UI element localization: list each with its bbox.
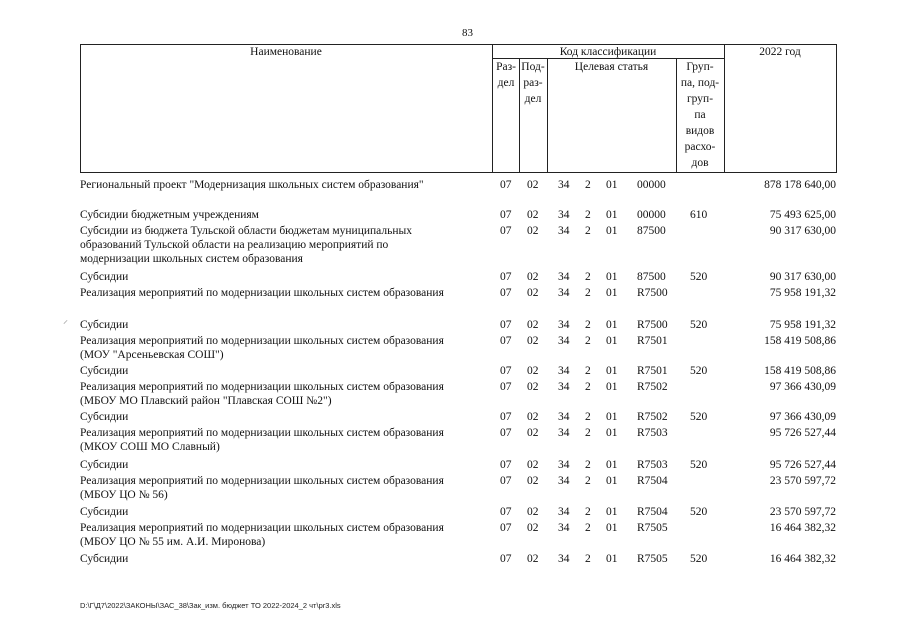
row-sum: 158 419 508,86 [764, 365, 836, 377]
header-year: 2022 год [759, 46, 801, 58]
row-sum: 158 419 508,86 [764, 335, 836, 347]
row-code-c4: R7500 [637, 287, 668, 299]
row-code-c4: 00000 [637, 209, 666, 221]
row-name [80, 286, 480, 300]
row-code-c2: 2 [585, 381, 591, 393]
row-code-c1: 34 [558, 335, 570, 347]
row-code-c3: 01 [606, 319, 618, 331]
row-name [80, 505, 480, 519]
row-code-c1: 34 [558, 522, 570, 534]
row-code-c1: 34 [558, 225, 570, 237]
row-code-c4: R7503 [637, 427, 668, 439]
row-name-line: (МБОУ ЦО № 55 им. А.И. Миронова) [80, 536, 266, 548]
row-code-c2: 2 [585, 553, 591, 565]
pen-mark: ⸝ [63, 315, 68, 326]
row-sum: 23 570 597,72 [769, 506, 836, 518]
row-code-c4: R7503 [637, 459, 668, 471]
row-code-c1: 34 [558, 319, 570, 331]
header-razdel: Раз- дел [496, 61, 516, 89]
row-code-c3: 01 [606, 287, 618, 299]
row-code-c3: 01 [606, 506, 618, 518]
row-name [80, 426, 480, 454]
header-group: Груп- па, под- груп- па видов расхо- дов [680, 61, 720, 169]
row-code-c2: 2 [585, 427, 591, 439]
row-code-c3: 01 [606, 179, 618, 191]
row-code-g: 520 [690, 553, 708, 565]
row-code-c2: 2 [585, 411, 591, 423]
row-code-c4: 87500 [637, 225, 666, 237]
row-sum: 23 570 597,72 [769, 475, 836, 487]
header-target: Целевая статья [574, 61, 649, 73]
row-name-line: Субсидии бюджетным учреждениям [80, 209, 259, 221]
row-name-line: Реализация мероприятий по модернизации школьных систем образования [80, 287, 444, 299]
row-code-c4: R7504 [637, 506, 668, 518]
header-name: Наименование [250, 46, 322, 58]
row-code-c2: 2 [585, 319, 591, 331]
header-code: Код классификации [559, 46, 657, 58]
row-code-r: 07 [500, 475, 512, 487]
row-code-c4: R7500 [637, 319, 668, 331]
row-code-c4: R7505 [637, 553, 668, 565]
row-code-c1: 34 [558, 475, 570, 487]
row-code-p: 02 [527, 179, 539, 191]
row-name-line: Реализация мероприятий по модернизации школьных систем образования [80, 335, 444, 347]
row-name-line: Субсидии [80, 271, 129, 283]
row-name-line: (МБОУ МО Плавский район "Плавская СОШ №2") [80, 395, 332, 407]
row-name [80, 364, 480, 378]
row-code-r: 07 [500, 287, 512, 299]
row-code-c3: 01 [606, 411, 618, 423]
page-number: 83 [462, 27, 473, 39]
row-code-r: 07 [500, 365, 512, 377]
row-code-p: 02 [527, 365, 539, 377]
row-sum: 95 726 527,44 [769, 459, 836, 471]
row-name-line: (МКОУ СОШ МО Славный) [80, 441, 220, 453]
row-code-r: 07 [500, 427, 512, 439]
row-code-c4: R7502 [637, 411, 668, 423]
row-code-r: 07 [500, 553, 512, 565]
row-code-g: 520 [690, 365, 708, 377]
row-sum: 878 178 640,00 [764, 179, 836, 191]
row-sum: 97 366 430,09 [769, 381, 836, 393]
row-code-c1: 34 [558, 381, 570, 393]
row-sum: 75 493 625,00 [769, 209, 836, 221]
row-code-r: 07 [500, 209, 512, 221]
row-name-line: Субсидии из бюджета Тульской области бюджетам муниципальных [80, 225, 412, 237]
row-code-p: 02 [527, 506, 539, 518]
row-code-r: 07 [500, 522, 512, 534]
row-code-r: 07 [500, 459, 512, 471]
row-name-line: Субсидии [80, 365, 129, 377]
row-name [80, 224, 480, 266]
row-code-r: 07 [500, 319, 512, 331]
row-code-r: 07 [500, 271, 512, 283]
row-name [80, 410, 480, 424]
row-code-p: 02 [527, 459, 539, 471]
row-name [80, 552, 480, 566]
row-code-c3: 01 [606, 271, 618, 283]
row-code-c4: R7504 [637, 475, 668, 487]
row-code-c1: 34 [558, 209, 570, 221]
row-code-p: 02 [527, 225, 539, 237]
row-name [80, 318, 480, 332]
header-podrazdel: Под- раз- дел [521, 61, 545, 105]
row-code-g: 520 [690, 411, 708, 423]
row-code-c1: 34 [558, 179, 570, 191]
row-code-c3: 01 [606, 553, 618, 565]
row-sum: 75 958 191,32 [769, 287, 836, 299]
row-sum: 90 317 630,00 [769, 271, 836, 283]
row-code-c4: 00000 [637, 179, 666, 191]
row-code-c3: 01 [606, 459, 618, 471]
row-name [80, 178, 480, 192]
row-code-c3: 01 [606, 522, 618, 534]
row-code-c4: R7505 [637, 522, 668, 534]
row-name [80, 458, 480, 472]
row-sum: 75 958 191,32 [769, 319, 836, 331]
row-code-c2: 2 [585, 365, 591, 377]
row-code-p: 02 [527, 287, 539, 299]
row-name-line: модернизации школьных систем образования [80, 253, 303, 265]
row-code-c2: 2 [585, 209, 591, 221]
row-code-g: 520 [690, 271, 708, 283]
row-code-r: 07 [500, 335, 512, 347]
row-code-c3: 01 [606, 381, 618, 393]
row-code-c4: R7502 [637, 381, 668, 393]
row-code-c2: 2 [585, 459, 591, 471]
row-code-c1: 34 [558, 411, 570, 423]
row-code-p: 02 [527, 411, 539, 423]
row-code-c4: R7501 [637, 335, 668, 347]
row-name-line: Реализация мероприятий по модернизации школьных систем образования [80, 475, 444, 487]
row-code-c1: 34 [558, 271, 570, 283]
row-name [80, 334, 480, 362]
row-name-line: Региональный проект "Модернизация школьных систем образования" [80, 179, 424, 191]
row-code-c3: 01 [606, 427, 618, 439]
row-code-r: 07 [500, 381, 512, 393]
row-code-r: 07 [500, 411, 512, 423]
row-name [80, 521, 480, 549]
row-code-r: 07 [500, 179, 512, 191]
row-code-p: 02 [527, 427, 539, 439]
row-sum: 95 726 527,44 [769, 427, 836, 439]
row-code-c4: 87500 [637, 271, 666, 283]
row-code-c2: 2 [585, 225, 591, 237]
row-code-c3: 01 [606, 475, 618, 487]
row-code-p: 02 [527, 553, 539, 565]
row-code-r: 07 [500, 225, 512, 237]
row-code-c2: 2 [585, 522, 591, 534]
row-name-line: Реализация мероприятий по модернизации школьных систем образования [80, 381, 444, 393]
row-sum: 90 317 630,00 [769, 225, 836, 237]
row-code-p: 02 [527, 475, 539, 487]
row-code-c2: 2 [585, 287, 591, 299]
row-code-c2: 2 [585, 475, 591, 487]
row-name-line: Субсидии [80, 506, 129, 518]
row-code-g: 610 [690, 209, 708, 221]
row-name-line: Субсидии [80, 553, 129, 565]
row-code-c1: 34 [558, 365, 570, 377]
row-name [80, 270, 480, 284]
row-sum: 16 464 382,32 [769, 553, 836, 565]
row-name-line: Реализация мероприятий по модернизации школьных систем образования [80, 522, 444, 534]
row-code-p: 02 [527, 271, 539, 283]
row-name-line: Реализация мероприятий по модернизации школьных систем образования [80, 427, 444, 439]
row-name [80, 208, 480, 222]
row-code-c3: 01 [606, 335, 618, 347]
row-code-p: 02 [527, 319, 539, 331]
row-code-r: 07 [500, 506, 512, 518]
row-name [80, 380, 480, 408]
row-code-c3: 01 [606, 225, 618, 237]
row-code-c1: 34 [558, 553, 570, 565]
row-code-g: 520 [690, 506, 708, 518]
row-code-c1: 34 [558, 287, 570, 299]
row-code-c3: 01 [606, 365, 618, 377]
row-code-c2: 2 [585, 179, 591, 191]
file-path-footer: D:\Г\Д7\2022\ЗАКОНЫ\ЗАС_38\Зак_изм. бюджет ТО 2022-2024_2 чт\pr3.xls [80, 601, 341, 610]
row-name-line: Субсидии [80, 319, 129, 331]
row-code-c2: 2 [585, 506, 591, 518]
row-sum: 97 366 430,09 [769, 411, 836, 423]
row-code-g: 520 [690, 319, 708, 331]
row-name-line: (МОУ "Арсеньевская СОШ") [80, 349, 224, 361]
row-code-p: 02 [527, 522, 539, 534]
row-name-line: Субсидии [80, 459, 129, 471]
row-code-p: 02 [527, 335, 539, 347]
row-code-c1: 34 [558, 459, 570, 471]
row-name-line: (МБОУ ЦО № 56) [80, 489, 168, 501]
row-code-p: 02 [527, 209, 539, 221]
row-code-c1: 34 [558, 427, 570, 439]
row-code-c3: 01 [606, 209, 618, 221]
row-code-c2: 2 [585, 335, 591, 347]
row-code-c1: 34 [558, 506, 570, 518]
row-name-line: Субсидии [80, 411, 129, 423]
row-code-c2: 2 [585, 271, 591, 283]
row-name [80, 474, 480, 502]
row-code-p: 02 [527, 381, 539, 393]
row-name-line: образований Тульской области на реализацию мероприятий по [80, 239, 389, 251]
row-sum: 16 464 382,32 [769, 522, 836, 534]
row-code-g: 520 [690, 459, 708, 471]
row-code-c4: R7501 [637, 365, 668, 377]
